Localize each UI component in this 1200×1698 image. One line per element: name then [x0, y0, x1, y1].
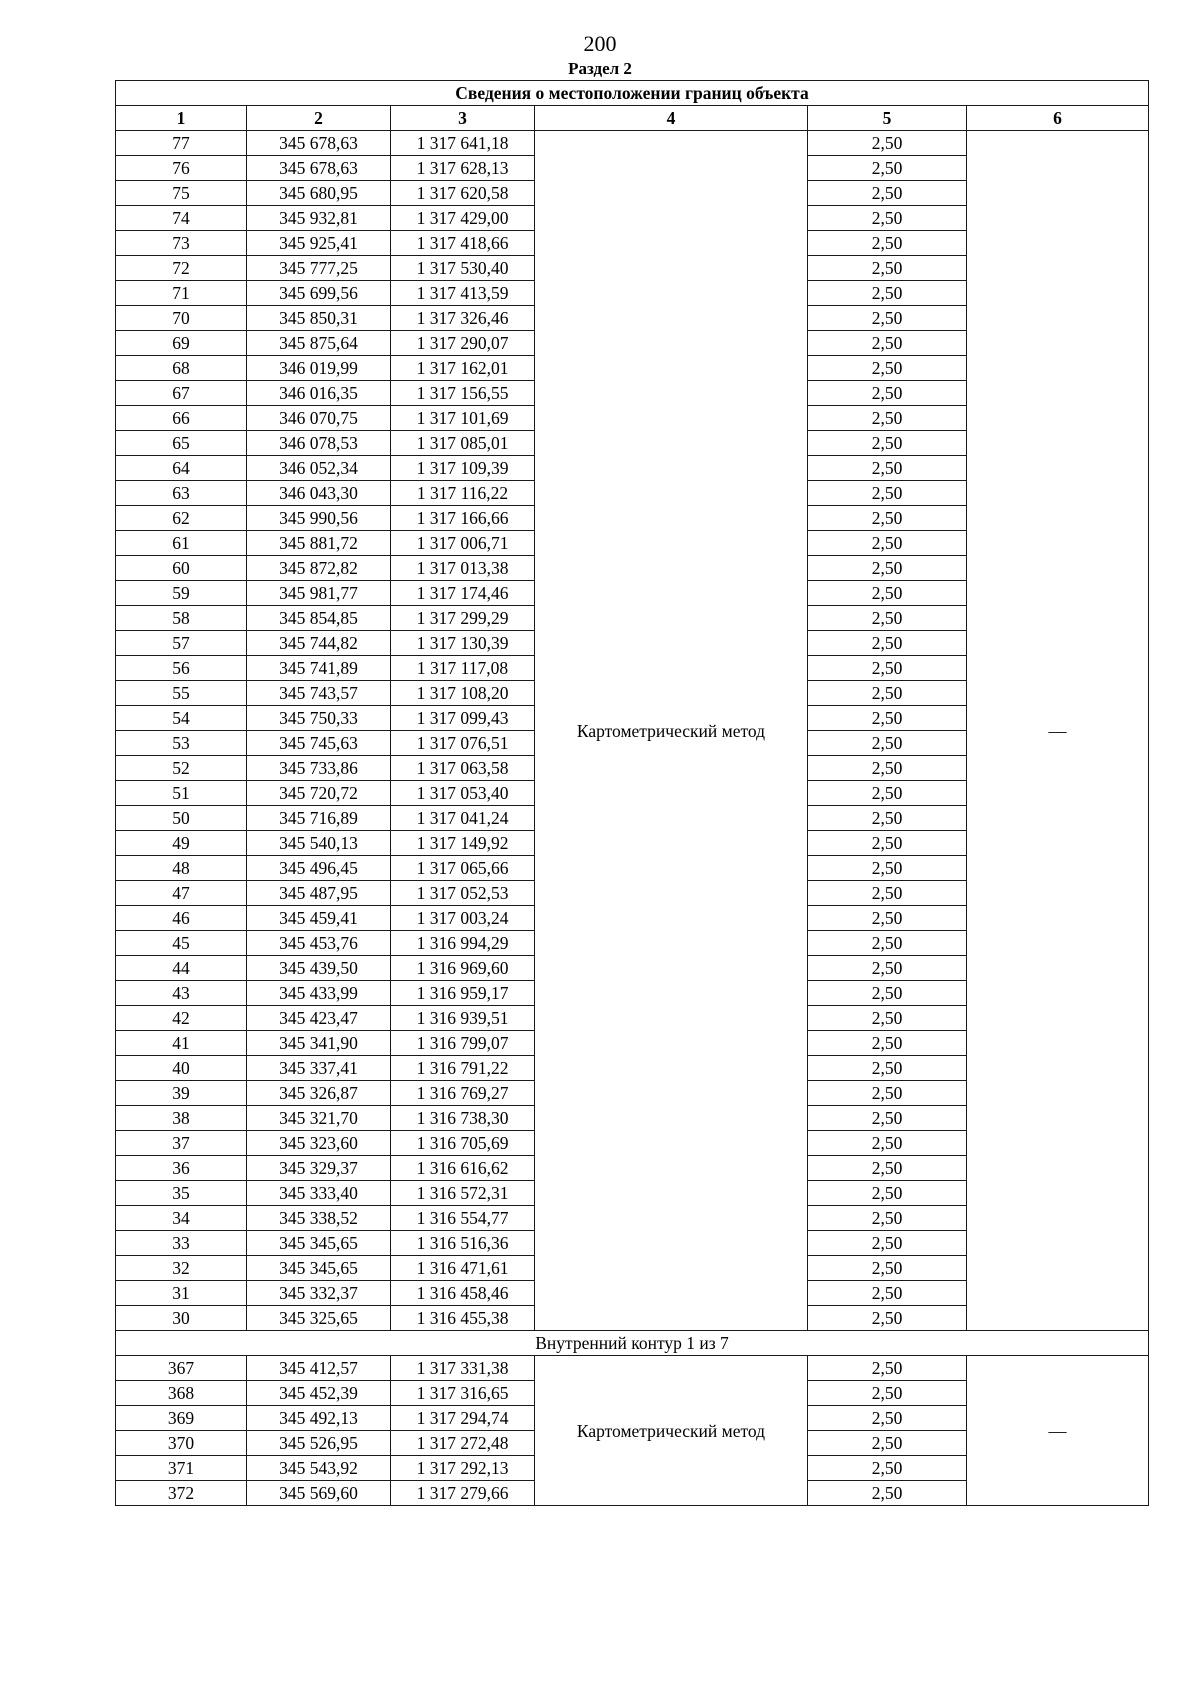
x-coordinate: 345 741,89	[247, 656, 391, 681]
table-row	[116, 131, 1149, 156]
point-number: 56	[116, 656, 247, 681]
y-coordinate: 1 317 620,58	[391, 181, 535, 206]
accuracy-value: 2,50	[808, 1181, 967, 1206]
y-coordinate: 1 316 572,31	[391, 1181, 535, 1206]
accuracy-value: 2,50	[808, 731, 967, 756]
accuracy-value: 2,50	[808, 481, 967, 506]
x-coordinate: 345 733,86	[247, 756, 391, 781]
accuracy-value: 2,50	[808, 631, 967, 656]
accuracy-value: 2,50	[808, 181, 967, 206]
column-header: 5	[808, 106, 967, 131]
point-number: 38	[116, 1106, 247, 1131]
y-coordinate: 1 317 162,01	[391, 356, 535, 381]
method-cell: Картометрический метод	[535, 1356, 808, 1506]
y-coordinate: 1 316 554,77	[391, 1206, 535, 1231]
y-coordinate: 1 317 641,18	[391, 131, 535, 156]
x-coordinate: 346 070,75	[247, 406, 391, 431]
x-coordinate: 345 678,63	[247, 156, 391, 181]
x-coordinate: 345 459,41	[247, 906, 391, 931]
table-body	[116, 131, 1149, 1506]
y-coordinate: 1 317 006,71	[391, 531, 535, 556]
accuracy-value: 2,50	[808, 1356, 967, 1381]
point-number: 72	[116, 256, 247, 281]
accuracy-value: 2,50	[808, 1131, 967, 1156]
y-coordinate: 1 317 413,59	[391, 281, 535, 306]
y-coordinate: 1 317 331,38	[391, 1356, 535, 1381]
point-number: 67	[116, 381, 247, 406]
y-coordinate: 1 317 065,66	[391, 856, 535, 881]
accuracy-value: 2,50	[808, 581, 967, 606]
point-number: 73	[116, 231, 247, 256]
accuracy-value: 2,50	[808, 131, 967, 156]
point-number: 367	[116, 1356, 247, 1381]
point-number: 48	[116, 856, 247, 881]
accuracy-value: 2,50	[808, 381, 967, 406]
y-coordinate: 1 317 108,20	[391, 681, 535, 706]
x-coordinate: 345 325,65	[247, 1306, 391, 1331]
accuracy-value: 2,50	[808, 781, 967, 806]
table-row	[116, 1356, 1149, 1381]
point-number: 63	[116, 481, 247, 506]
y-coordinate: 1 317 013,38	[391, 556, 535, 581]
accuracy-value: 2,50	[808, 1056, 967, 1081]
description-cell: —	[967, 1356, 1149, 1506]
point-number: 52	[116, 756, 247, 781]
point-number: 47	[116, 881, 247, 906]
y-coordinate: 1 316 458,46	[391, 1281, 535, 1306]
x-coordinate: 345 881,72	[247, 531, 391, 556]
point-number: 46	[116, 906, 247, 931]
accuracy-value: 2,50	[808, 1231, 967, 1256]
x-coordinate: 345 680,95	[247, 181, 391, 206]
point-number: 371	[116, 1456, 247, 1481]
accuracy-value: 2,50	[808, 1306, 967, 1331]
point-number: 34	[116, 1206, 247, 1231]
x-coordinate: 346 043,30	[247, 481, 391, 506]
contour-label: Внутренний контур 1 из 7	[116, 1331, 1149, 1356]
accuracy-value: 2,50	[808, 256, 967, 281]
point-number: 61	[116, 531, 247, 556]
y-coordinate: 1 316 705,69	[391, 1131, 535, 1156]
accuracy-value: 2,50	[808, 1256, 967, 1281]
y-coordinate: 1 317 116,22	[391, 481, 535, 506]
column-header: 4	[535, 106, 808, 131]
accuracy-value: 2,50	[808, 931, 967, 956]
accuracy-value: 2,50	[808, 281, 967, 306]
x-coordinate: 345 872,82	[247, 556, 391, 581]
contour-label-row	[116, 1331, 1149, 1356]
point-number: 54	[116, 706, 247, 731]
point-number: 64	[116, 456, 247, 481]
x-coordinate: 345 345,65	[247, 1256, 391, 1281]
x-coordinate: 346 078,53	[247, 431, 391, 456]
accuracy-value: 2,50	[808, 856, 967, 881]
point-number: 37	[116, 1131, 247, 1156]
accuracy-value: 2,50	[808, 1106, 967, 1131]
x-coordinate: 345 932,81	[247, 206, 391, 231]
y-coordinate: 1 316 994,29	[391, 931, 535, 956]
x-coordinate: 346 052,34	[247, 456, 391, 481]
y-coordinate: 1 317 101,69	[391, 406, 535, 431]
accuracy-value: 2,50	[808, 306, 967, 331]
accuracy-value: 2,50	[808, 1281, 967, 1306]
accuracy-value: 2,50	[808, 831, 967, 856]
table-title: Сведения о местоположении границ объекта	[116, 81, 1149, 106]
x-coordinate: 345 338,52	[247, 1206, 391, 1231]
accuracy-value: 2,50	[808, 681, 967, 706]
y-coordinate: 1 317 530,40	[391, 256, 535, 281]
column-header: 3	[391, 106, 535, 131]
x-coordinate: 345 496,45	[247, 856, 391, 881]
point-number: 62	[116, 506, 247, 531]
x-coordinate: 345 453,76	[247, 931, 391, 956]
y-coordinate: 1 317 052,53	[391, 881, 535, 906]
accuracy-value: 2,50	[808, 231, 967, 256]
point-number: 49	[116, 831, 247, 856]
point-number: 31	[116, 1281, 247, 1306]
point-number: 42	[116, 1006, 247, 1031]
column-header-row	[116, 106, 1149, 131]
accuracy-value: 2,50	[808, 156, 967, 181]
y-coordinate: 1 317 041,24	[391, 806, 535, 831]
section-title: Раздел 2	[568, 59, 632, 78]
accuracy-value: 2,50	[808, 956, 967, 981]
accuracy-value: 2,50	[808, 556, 967, 581]
y-coordinate: 1 317 316,65	[391, 1381, 535, 1406]
accuracy-value: 2,50	[808, 331, 967, 356]
y-coordinate: 1 317 292,13	[391, 1456, 535, 1481]
x-coordinate: 345 981,77	[247, 581, 391, 606]
y-coordinate: 1 317 156,55	[391, 381, 535, 406]
method-cell: Картометрический метод	[535, 131, 808, 1331]
y-coordinate: 1 317 429,00	[391, 206, 535, 231]
x-coordinate: 345 526,95	[247, 1431, 391, 1456]
point-number: 53	[116, 731, 247, 756]
x-coordinate: 345 875,64	[247, 331, 391, 356]
accuracy-value: 2,50	[808, 656, 967, 681]
x-coordinate: 345 337,41	[247, 1056, 391, 1081]
accuracy-value: 2,50	[808, 431, 967, 456]
y-coordinate: 1 316 791,22	[391, 1056, 535, 1081]
accuracy-value: 2,50	[808, 531, 967, 556]
y-coordinate: 1 317 294,74	[391, 1406, 535, 1431]
point-number: 368	[116, 1381, 247, 1406]
accuracy-value: 2,50	[808, 1481, 967, 1506]
y-coordinate: 1 316 455,38	[391, 1306, 535, 1331]
y-coordinate: 1 317 076,51	[391, 731, 535, 756]
x-coordinate: 345 543,92	[247, 1456, 391, 1481]
y-coordinate: 1 316 616,62	[391, 1156, 535, 1181]
x-coordinate: 345 452,39	[247, 1381, 391, 1406]
y-coordinate: 1 317 099,43	[391, 706, 535, 731]
accuracy-value: 2,50	[808, 1031, 967, 1056]
x-coordinate: 345 699,56	[247, 281, 391, 306]
accuracy-value: 2,50	[808, 506, 967, 531]
x-coordinate: 345 720,72	[247, 781, 391, 806]
column-header: 1	[116, 106, 247, 131]
accuracy-value: 2,50	[808, 1381, 967, 1406]
point-number: 32	[116, 1256, 247, 1281]
y-coordinate: 1 317 272,48	[391, 1431, 535, 1456]
point-number: 40	[116, 1056, 247, 1081]
point-number: 77	[116, 131, 247, 156]
accuracy-value: 2,50	[808, 456, 967, 481]
point-number: 68	[116, 356, 247, 381]
y-coordinate: 1 316 516,36	[391, 1231, 535, 1256]
accuracy-value: 2,50	[808, 1456, 967, 1481]
point-number: 30	[116, 1306, 247, 1331]
x-coordinate: 345 326,87	[247, 1081, 391, 1106]
y-coordinate: 1 317 299,29	[391, 606, 535, 631]
point-number: 69	[116, 331, 247, 356]
point-number: 35	[116, 1181, 247, 1206]
y-coordinate: 1 317 279,66	[391, 1481, 535, 1506]
y-coordinate: 1 317 174,46	[391, 581, 535, 606]
x-coordinate: 345 743,57	[247, 681, 391, 706]
y-coordinate: 1 317 628,13	[391, 156, 535, 181]
description-cell: —	[967, 131, 1149, 1331]
x-coordinate: 345 412,57	[247, 1356, 391, 1381]
point-number: 44	[116, 956, 247, 981]
accuracy-value: 2,50	[808, 1406, 967, 1431]
x-coordinate: 345 854,85	[247, 606, 391, 631]
y-coordinate: 1 317 117,08	[391, 656, 535, 681]
accuracy-value: 2,50	[808, 981, 967, 1006]
point-number: 59	[116, 581, 247, 606]
y-coordinate: 1 317 109,39	[391, 456, 535, 481]
x-coordinate: 345 433,99	[247, 981, 391, 1006]
x-coordinate: 345 487,95	[247, 881, 391, 906]
point-number: 60	[116, 556, 247, 581]
y-coordinate: 1 317 166,66	[391, 506, 535, 531]
point-number: 45	[116, 931, 247, 956]
point-number: 33	[116, 1231, 247, 1256]
x-coordinate: 346 019,99	[247, 356, 391, 381]
x-coordinate: 345 716,89	[247, 806, 391, 831]
point-number: 50	[116, 806, 247, 831]
point-number: 369	[116, 1406, 247, 1431]
point-number: 66	[116, 406, 247, 431]
accuracy-value: 2,50	[808, 406, 967, 431]
y-coordinate: 1 316 769,27	[391, 1081, 535, 1106]
x-coordinate: 345 321,70	[247, 1106, 391, 1131]
x-coordinate: 345 777,25	[247, 256, 391, 281]
accuracy-value: 2,50	[808, 881, 967, 906]
accuracy-value: 2,50	[808, 806, 967, 831]
y-coordinate: 1 316 738,30	[391, 1106, 535, 1131]
point-number: 75	[116, 181, 247, 206]
x-coordinate: 345 345,65	[247, 1231, 391, 1256]
y-coordinate: 1 317 003,24	[391, 906, 535, 931]
accuracy-value: 2,50	[808, 206, 967, 231]
accuracy-value: 2,50	[808, 606, 967, 631]
x-coordinate: 345 850,31	[247, 306, 391, 331]
accuracy-value: 2,50	[808, 356, 967, 381]
y-coordinate: 1 316 939,51	[391, 1006, 535, 1031]
accuracy-value: 2,50	[808, 1206, 967, 1231]
accuracy-value: 2,50	[808, 1081, 967, 1106]
point-number: 57	[116, 631, 247, 656]
point-number: 55	[116, 681, 247, 706]
page-number: 200	[583, 31, 617, 56]
point-number: 76	[116, 156, 247, 181]
accuracy-value: 2,50	[808, 1156, 967, 1181]
x-coordinate: 345 678,63	[247, 131, 391, 156]
x-coordinate: 345 925,41	[247, 231, 391, 256]
boundary-coordinates-table	[115, 80, 1149, 1506]
x-coordinate: 345 423,47	[247, 1006, 391, 1031]
x-coordinate: 345 750,33	[247, 706, 391, 731]
y-coordinate: 1 317 149,92	[391, 831, 535, 856]
y-coordinate: 1 316 959,17	[391, 981, 535, 1006]
y-coordinate: 1 317 085,01	[391, 431, 535, 456]
accuracy-value: 2,50	[808, 1431, 967, 1456]
x-coordinate: 345 492,13	[247, 1406, 391, 1431]
y-coordinate: 1 316 799,07	[391, 1031, 535, 1056]
point-number: 71	[116, 281, 247, 306]
point-number: 51	[116, 781, 247, 806]
point-number: 58	[116, 606, 247, 631]
y-coordinate: 1 317 063,58	[391, 756, 535, 781]
accuracy-value: 2,50	[808, 756, 967, 781]
x-coordinate: 345 341,90	[247, 1031, 391, 1056]
y-coordinate: 1 316 471,61	[391, 1256, 535, 1281]
x-coordinate: 345 333,40	[247, 1181, 391, 1206]
y-coordinate: 1 316 969,60	[391, 956, 535, 981]
point-number: 372	[116, 1481, 247, 1506]
x-coordinate: 345 332,37	[247, 1281, 391, 1306]
x-coordinate: 345 540,13	[247, 831, 391, 856]
y-coordinate: 1 317 053,40	[391, 781, 535, 806]
point-number: 41	[116, 1031, 247, 1056]
point-number: 43	[116, 981, 247, 1006]
point-number: 74	[116, 206, 247, 231]
x-coordinate: 345 439,50	[247, 956, 391, 981]
column-header: 2	[247, 106, 391, 131]
x-coordinate: 345 323,60	[247, 1131, 391, 1156]
accuracy-value: 2,50	[808, 906, 967, 931]
point-number: 70	[116, 306, 247, 331]
x-coordinate: 345 569,60	[247, 1481, 391, 1506]
accuracy-value: 2,50	[808, 1006, 967, 1031]
x-coordinate: 345 329,37	[247, 1156, 391, 1181]
accuracy-value: 2,50	[808, 706, 967, 731]
x-coordinate: 345 745,63	[247, 731, 391, 756]
x-coordinate: 346 016,35	[247, 381, 391, 406]
x-coordinate: 345 990,56	[247, 506, 391, 531]
point-number: 65	[116, 431, 247, 456]
column-header: 6	[967, 106, 1149, 131]
y-coordinate: 1 317 418,66	[391, 231, 535, 256]
point-number: 39	[116, 1081, 247, 1106]
y-coordinate: 1 317 290,07	[391, 331, 535, 356]
y-coordinate: 1 317 326,46	[391, 306, 535, 331]
x-coordinate: 345 744,82	[247, 631, 391, 656]
point-number: 36	[116, 1156, 247, 1181]
point-number: 370	[116, 1431, 247, 1456]
y-coordinate: 1 317 130,39	[391, 631, 535, 656]
